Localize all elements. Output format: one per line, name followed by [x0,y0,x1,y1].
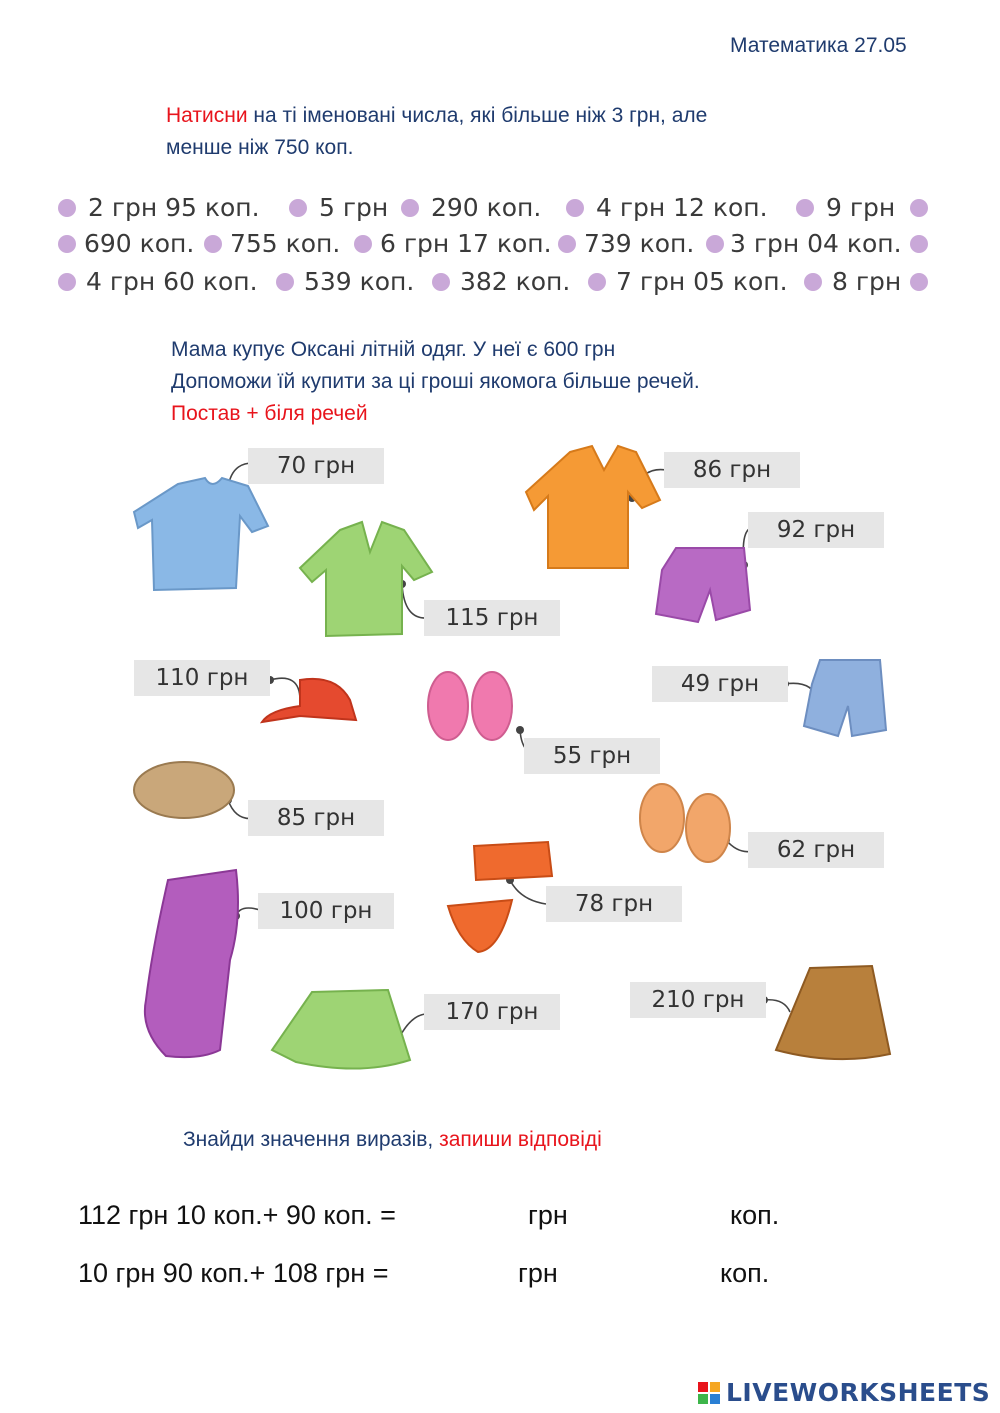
price-cap-red[interactable]: 110 грн [134,660,270,696]
task1-text-line1: на ті іменовані числа, які більше ніж 3 грн, але [247,104,708,127]
amount-option[interactable]: 4 грн 12 коп. [596,193,768,222]
skirt-brown-icon [776,966,890,1059]
task1-highlight: Натисни [166,104,248,127]
amount-option[interactable]: 739 коп. [584,229,695,258]
jeans-shorts-icon [804,660,886,736]
task2-line3: Постав + біля речей [171,402,368,425]
price-tshirt-green[interactable]: 115 грн [424,600,560,636]
unit-kop: коп. [730,1200,780,1230]
task3-instruction [183,1124,602,1156]
price-flipflops-pink[interactable]: 55 грн [524,738,660,774]
price-hat-beige[interactable]: 85 грн [248,800,384,836]
unit-grn: грн [518,1258,558,1288]
amount-option[interactable]: 8 грн [832,267,902,296]
shorts-purple-icon [656,548,750,622]
price-polo-orange[interactable]: 86 грн [664,452,800,488]
bikini-top-icon [474,842,552,880]
price-bikini[interactable]: 78 грн [546,886,682,922]
polo-orange-icon [526,446,660,568]
logo-icon [698,1382,720,1404]
price-skirt-green[interactable]: 170 грн [424,994,560,1030]
price-tshirt-blue[interactable]: 70 грн [248,448,384,484]
unit-grn: грн [528,1200,568,1230]
amount-option[interactable]: 290 коп. [431,193,542,222]
price-shorts-purple[interactable]: 92 грн [748,512,884,548]
amount-option[interactable]: 7 грн 05 коп. [616,267,788,296]
amount-option[interactable]: 2 грн 95 коп. [88,193,260,222]
amount-option[interactable]: 3 грн 04 коп. [730,229,902,258]
subject-date: Математика 27.05 [730,34,907,57]
flipflop-orange-icon [686,794,730,862]
brand-name: LIVEWORKSHEETS [726,1378,991,1407]
unit-kop: коп. [720,1258,770,1288]
swimsuit-icon [145,870,238,1057]
price-flipflops-orange[interactable]: 62 грн [748,832,884,868]
amount-option[interactable]: 755 коп. [230,229,341,258]
amount-option[interactable]: 539 коп. [304,267,415,296]
bikini-bottom-icon [448,900,512,952]
tshirt-blue-icon [134,478,268,590]
task2-line2: Допоможи їй купити за ці гроші якомога більше речей. [171,370,700,393]
amount-option[interactable]: 690 коп. [84,229,195,258]
amount-option[interactable]: 382 коп. [460,267,571,296]
hat-beige-icon [134,762,234,818]
task2-line1: Мама купує Оксані літній одяг. У неї є 600 грн [171,338,616,361]
flipflop-orange-icon [640,784,684,852]
cap-red-icon [262,679,356,722]
price-swimsuit[interactable]: 100 грн [258,893,394,929]
task1-text-line2: менше ніж 750 коп. [166,136,354,159]
price-skirt-brown[interactable]: 210 грн [630,982,766,1018]
price-jeans-shorts[interactable]: 49 грн [652,666,788,702]
flipflop-pink-icon [472,672,512,740]
tshirt-green-icon [300,522,432,636]
amount-option[interactable]: 5 грн [319,193,389,222]
amount-option[interactable]: 4 грн 60 коп. [86,267,258,296]
skirt-green-icon [272,990,410,1069]
amount-option[interactable]: 9 грн [826,193,896,222]
expression-1: 112 грн 10 коп.+ 90 коп. = [78,1200,396,1230]
task3-title: Знайди значення виразів, [183,1128,440,1151]
flipflop-pink-icon [428,672,468,740]
amount-option[interactable]: 6 грн 17 коп. [380,229,552,258]
expression-2: 10 грн 90 коп.+ 108 грн = [78,1258,389,1288]
task3-title-red: запиши відповіді [439,1128,602,1151]
